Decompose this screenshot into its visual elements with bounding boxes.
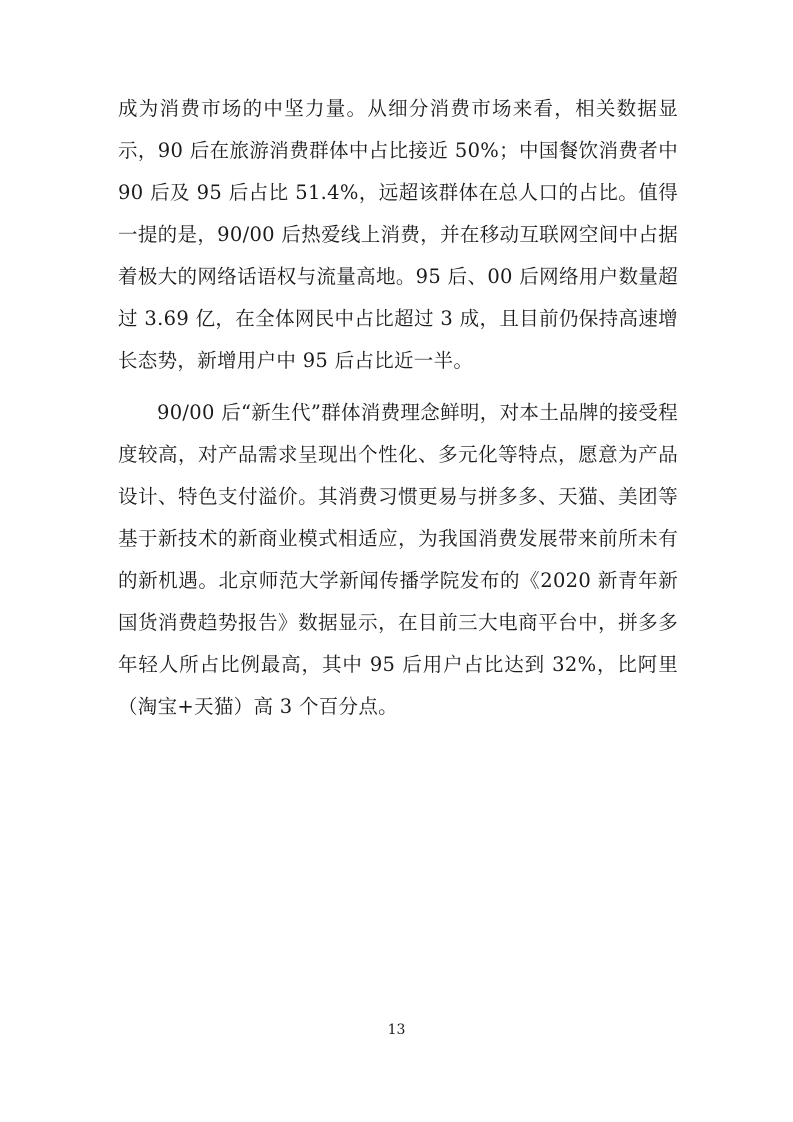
body-paragraph-1: 成为消费市场的中坚力量。从细分消费市场来看，相关数据显示，90 后在旅游消费群体中占比接近 50%；中国餐饮消费者中 90 后及 95 后占比 51.4%，远超该群体在总人口的占比。值得一提的是，90/00 后热爱线上消费，并在移动互联网空间中占据着极大的网络话语权与流量高地。95 后、00 后网络用户数量超过 3.69 亿，在全体网民中占比超过 3 成，且目前仍保持高速增长态势，新增用户中 95 后占比近一半。 [118,97,685,372]
page-body [118,88,685,728]
page-number: 13 [387,1022,406,1038]
body-paragraph-2: 90/00 后“新生代”群体消费理念鲜明，对本土品牌的接受程度较高，对产品需求呈现出个性化、多元化等特点，愿意为产品设计、特色支付溢价。其消费习惯更易与拼多多、天猫、美团等基于新技术的新商业模式相适应，为我国消费发展带来前所未有的新机遇。北京师范大学新闻传播学院发布的《2020 新青年新国货消费趋势报告》数据显示，在目前三大电商平台中，拼多多年轻人所占比例最高，其中 95 后用户占比达到 32%，比阿里（淘宝+天猫）高 3 个百分点。 [118,401,678,718]
